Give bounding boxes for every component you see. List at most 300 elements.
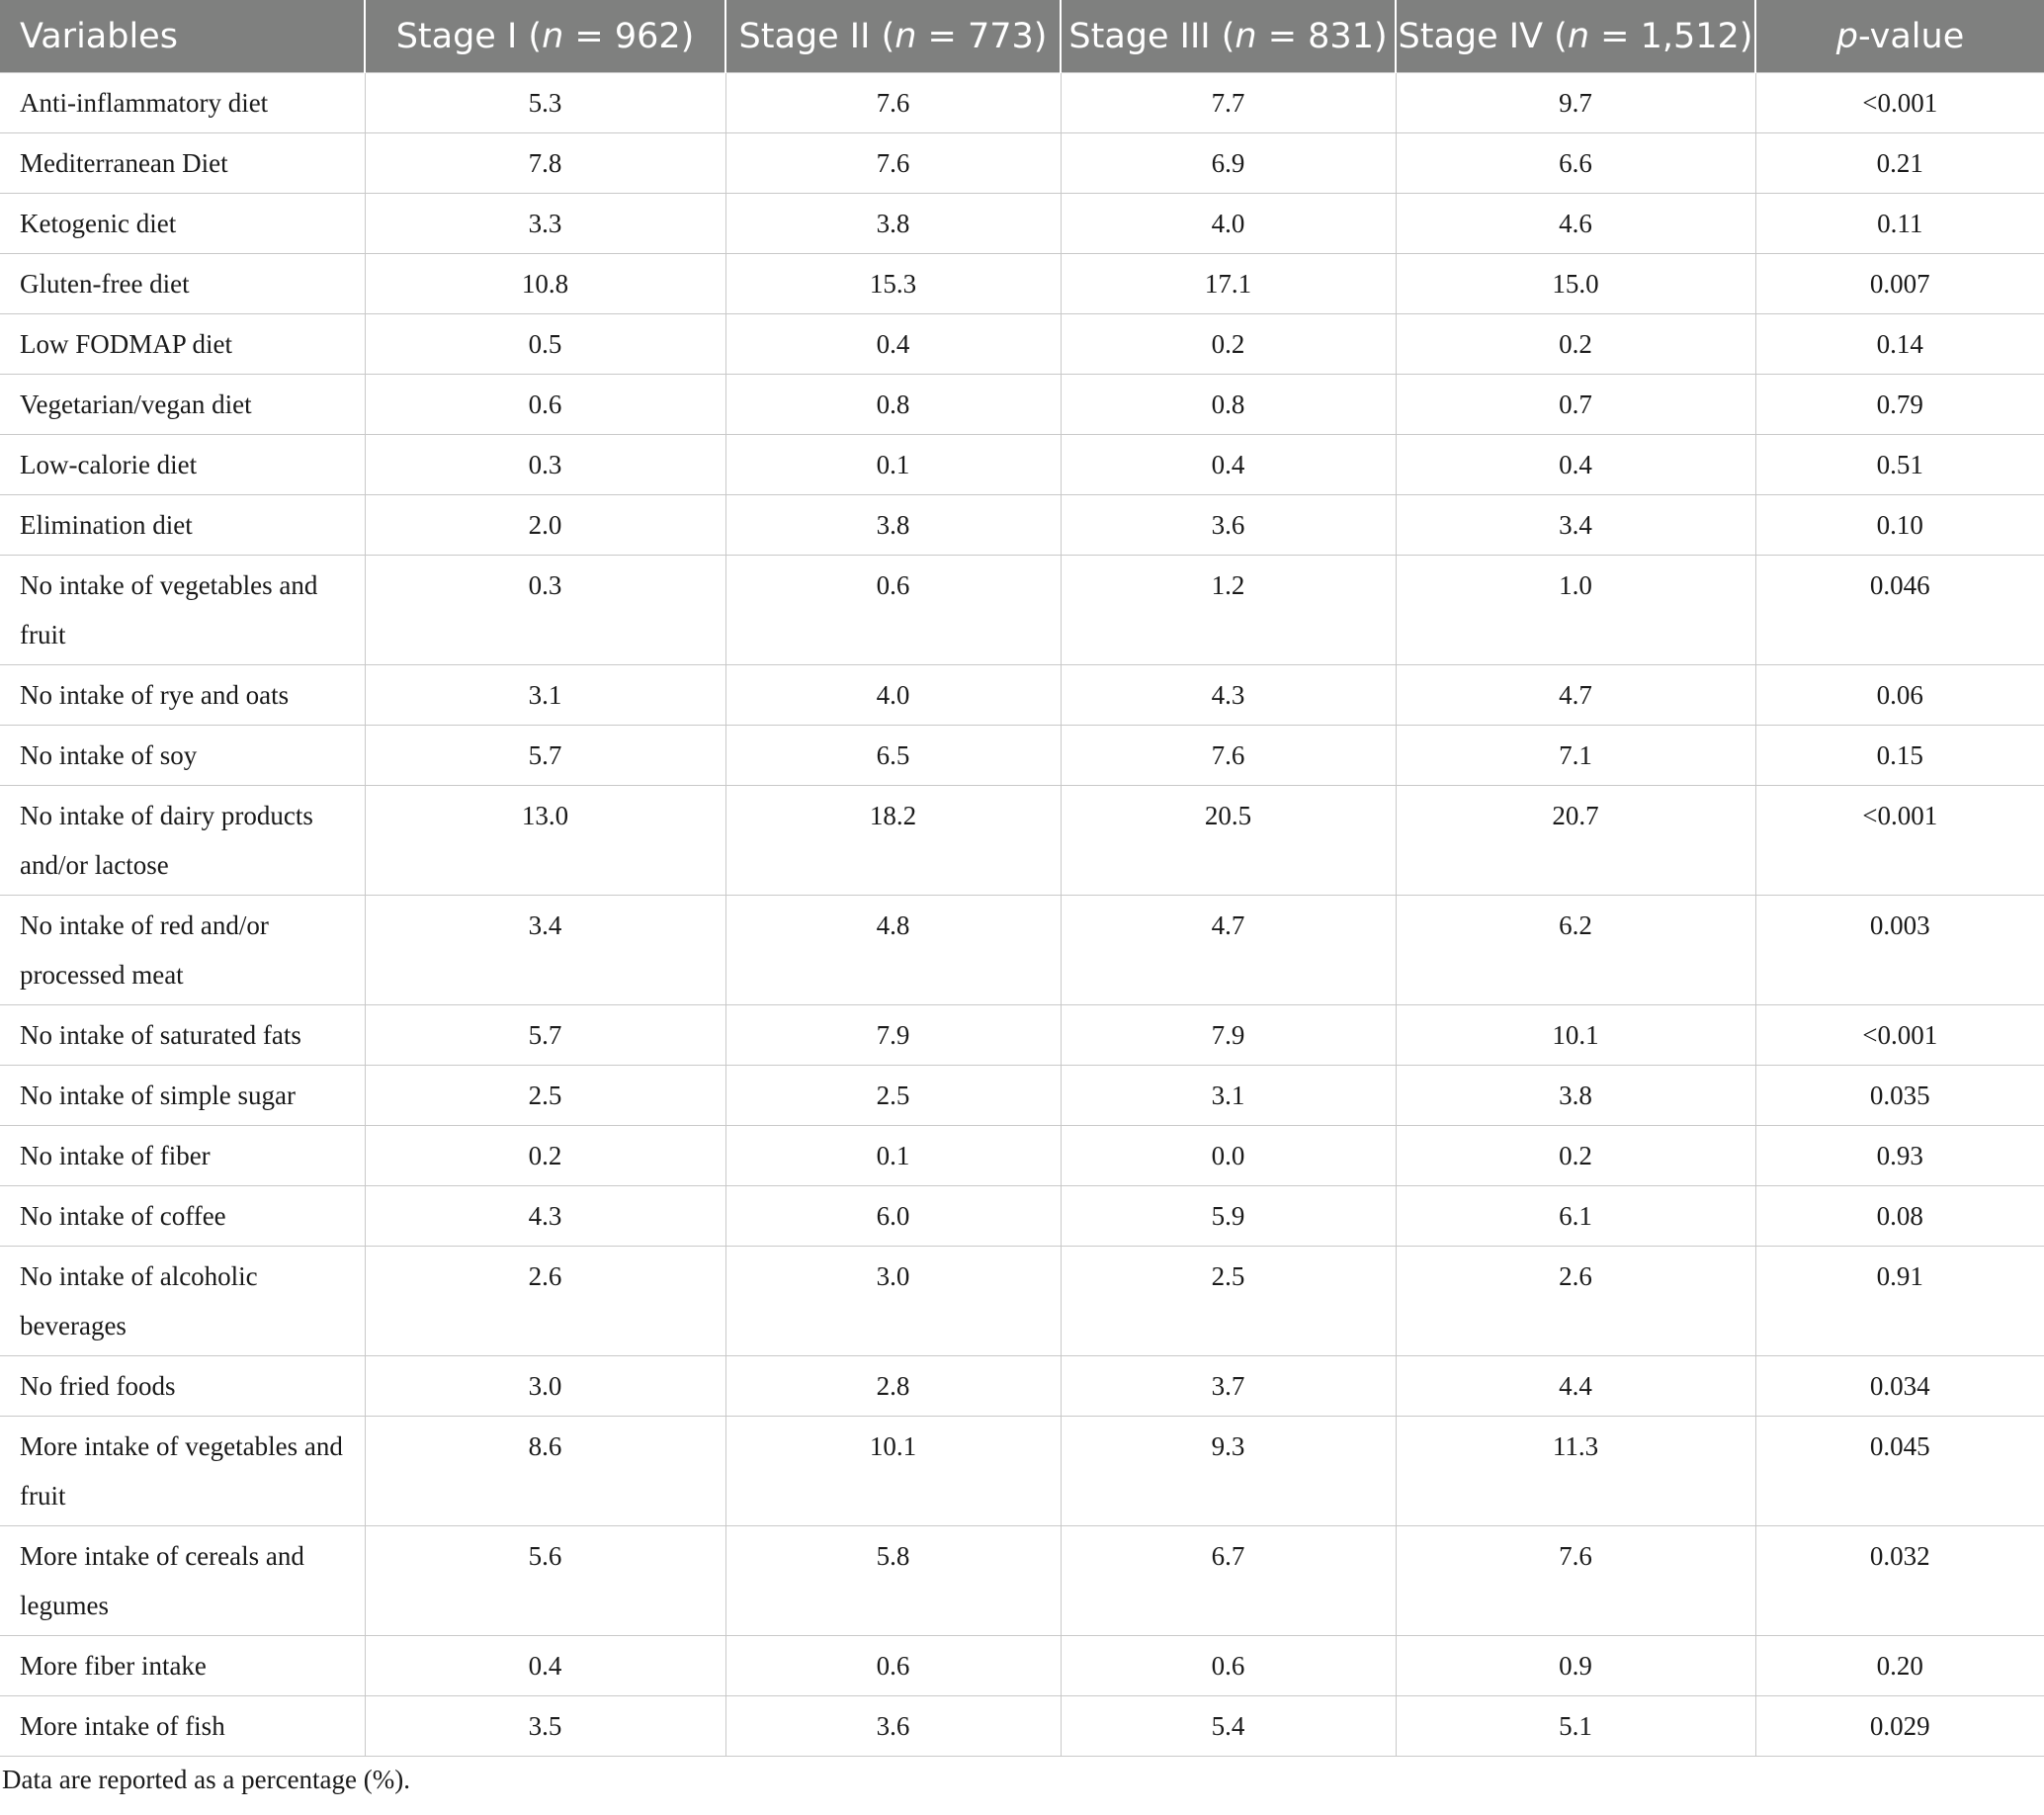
row-label-text: More intake of vegetables and fruit	[20, 1431, 343, 1511]
stage-3-value-cell	[1061, 435, 1396, 495]
stage-4-value: 9.7	[1559, 88, 1592, 118]
p-value-cell	[1755, 435, 2044, 495]
p-value-cell	[1755, 1005, 2044, 1066]
row-label-text: No intake of rye and oats	[20, 680, 290, 710]
stage-4-value: 4.7	[1559, 680, 1592, 710]
p-value-cell	[1755, 665, 2044, 726]
row-label	[0, 314, 365, 375]
stage-4-value-cell	[1396, 1417, 1755, 1526]
p-value-cell	[1755, 896, 2044, 1005]
stage-1-value-cell	[365, 1247, 725, 1356]
p-value: 0.93	[1876, 1141, 1923, 1170]
p-value-cell	[1755, 314, 2044, 375]
stage-2-value: 15.3	[869, 269, 917, 299]
table-row	[0, 665, 2044, 726]
stage-2-value: 3.8	[876, 510, 910, 540]
stage-3-value: 2.5	[1211, 1261, 1245, 1291]
stage-1-value: 2.5	[528, 1080, 562, 1110]
header-row	[0, 0, 2044, 73]
stage-3-value-cell	[1061, 133, 1396, 194]
stage-2-value-cell	[725, 1526, 1061, 1636]
stage-2-value: 0.6	[876, 570, 910, 600]
p-value: <0.001	[1862, 801, 1938, 830]
table-row	[0, 896, 2044, 1005]
stage-4-value-cell	[1396, 1126, 1755, 1186]
header-p-value: p-value	[1755, 0, 2044, 73]
stage-2-value: 7.9	[876, 1020, 910, 1050]
stage-2-value-cell	[725, 73, 1061, 133]
p-value-cell	[1755, 1417, 2044, 1526]
stage-3-value-cell	[1061, 1636, 1396, 1696]
row-label-text: Elimination diet	[20, 510, 193, 540]
p-value-cell	[1755, 254, 2044, 314]
stage-2-value-cell	[725, 1636, 1061, 1696]
stage-2-value-cell	[725, 133, 1061, 194]
stage-3-value-cell	[1061, 665, 1396, 726]
stage-3-value: 7.7	[1211, 88, 1245, 118]
p-value-cell	[1755, 1247, 2044, 1356]
stage-3-value-cell	[1061, 786, 1396, 896]
row-label-text: No intake of saturated fats	[20, 1020, 301, 1050]
p-value-cell	[1755, 1066, 2044, 1126]
stage-1-value-cell	[365, 726, 725, 786]
table-row	[0, 1526, 2044, 1636]
p-value: <0.001	[1862, 1020, 1938, 1050]
stage-2-value-cell	[725, 1066, 1061, 1126]
table-row	[0, 73, 2044, 133]
stage-3-value: 6.9	[1211, 148, 1245, 178]
stage-3-value-cell	[1061, 896, 1396, 1005]
stage-3-value: 1.2	[1211, 570, 1245, 600]
stage-2-value: 3.8	[876, 209, 910, 238]
stage-1-value: 3.0	[528, 1371, 562, 1401]
stage-3-value: 6.7	[1211, 1541, 1245, 1571]
stage-2-value: 0.6	[876, 1651, 910, 1681]
stage-3-value-cell	[1061, 1186, 1396, 1247]
row-label-text: No intake of coffee	[20, 1201, 226, 1231]
stage-4-value-cell	[1396, 254, 1755, 314]
stage-2-value: 0.1	[876, 1141, 910, 1170]
stage-3-value-cell	[1061, 1356, 1396, 1417]
table-row	[0, 133, 2044, 194]
stage-1-value: 5.3	[528, 88, 562, 118]
stage-4-value: 6.6	[1559, 148, 1592, 178]
stage-4-value: 3.4	[1559, 510, 1592, 540]
header-stage-2: Stage II (n = 773)	[725, 0, 1061, 73]
row-label-text: Anti-inflammatory diet	[20, 88, 269, 118]
row-label	[0, 1186, 365, 1247]
stage-3-value-cell	[1061, 1066, 1396, 1126]
row-label	[0, 1126, 365, 1186]
p-value-cell	[1755, 726, 2044, 786]
stage-3-value-cell	[1061, 73, 1396, 133]
stage-3-value: 17.1	[1204, 269, 1252, 299]
p-value: 0.029	[1869, 1711, 1930, 1741]
stage-4-value: 3.8	[1559, 1080, 1592, 1110]
table-row	[0, 375, 2044, 435]
stage-3-value: 7.6	[1211, 740, 1245, 770]
p-value-cell	[1755, 375, 2044, 435]
stage-1-value-cell	[365, 1636, 725, 1696]
p-value: 0.20	[1876, 1651, 1923, 1681]
stage-2-value: 2.8	[876, 1371, 910, 1401]
stage-2-value-cell	[725, 435, 1061, 495]
p-value-cell	[1755, 786, 2044, 896]
stage-4-value-cell	[1396, 786, 1755, 896]
row-label-text: Low FODMAP diet	[20, 329, 233, 359]
stage-4-value: 7.6	[1559, 1541, 1592, 1571]
p-value: 0.034	[1869, 1371, 1930, 1401]
stage-2-value: 6.0	[876, 1201, 910, 1231]
stage-2-value: 10.1	[869, 1431, 917, 1461]
stage-1-value: 3.3	[528, 209, 562, 238]
stage-2-value-cell	[725, 1126, 1061, 1186]
stage-3-value: 5.9	[1211, 1201, 1245, 1231]
row-label-text: No intake of alcoholic beverages	[20, 1261, 258, 1340]
stage-2-value-cell	[725, 194, 1061, 254]
stage-1-value: 7.8	[528, 148, 562, 178]
stage-4-value-cell	[1396, 896, 1755, 1005]
stage-3-value-cell	[1061, 1526, 1396, 1636]
stage-4-value: 5.1	[1559, 1711, 1592, 1741]
p-value-cell	[1755, 1126, 2044, 1186]
row-label-text: Ketogenic diet	[20, 209, 177, 238]
row-label	[0, 194, 365, 254]
stage-2-value-cell	[725, 1247, 1061, 1356]
stage-3-value: 5.4	[1211, 1711, 1245, 1741]
table-header	[0, 0, 2044, 73]
stage-2-value: 7.6	[876, 88, 910, 118]
stage-4-value: 10.1	[1552, 1020, 1599, 1050]
stage-1-value: 3.5	[528, 1711, 562, 1741]
stage-2-value: 6.5	[876, 740, 910, 770]
stage-1-value-cell	[365, 314, 725, 375]
row-label-text: More intake of fish	[20, 1711, 225, 1741]
stage-1-value-cell	[365, 556, 725, 665]
stage-4-value: 1.0	[1559, 570, 1592, 600]
row-label	[0, 1005, 365, 1066]
row-label	[0, 726, 365, 786]
stage-4-value-cell	[1396, 495, 1755, 556]
stage-3-value-cell	[1061, 1126, 1396, 1186]
stage-2-value: 2.5	[876, 1080, 910, 1110]
stage-1-value-cell	[365, 1417, 725, 1526]
stage-4-value-cell	[1396, 133, 1755, 194]
p-value: 0.046	[1869, 570, 1930, 600]
stage-4-value: 7.1	[1559, 740, 1592, 770]
stage-2-value-cell	[725, 556, 1061, 665]
row-label-text: Low-calorie diet	[20, 450, 198, 479]
stage-4-value-cell	[1396, 1186, 1755, 1247]
stage-3-value: 4.3	[1211, 680, 1245, 710]
stage-4-value-cell	[1396, 314, 1755, 375]
p-value: 0.51	[1876, 450, 1923, 479]
stage-4-value-cell	[1396, 1005, 1755, 1066]
stage-3-value-cell	[1061, 1417, 1396, 1526]
stage-3-value: 3.7	[1211, 1371, 1245, 1401]
row-label	[0, 1526, 365, 1636]
stage-2-value: 4.0	[876, 680, 910, 710]
row-label-text: Mediterranean Diet	[20, 148, 228, 178]
table-row	[0, 1696, 2044, 1757]
stage-1-value-cell	[365, 1186, 725, 1247]
stage-1-value: 2.0	[528, 510, 562, 540]
stage-1-value-cell	[365, 786, 725, 896]
stage-4-value-cell	[1396, 665, 1755, 726]
p-value: 0.06	[1876, 680, 1923, 710]
stage-4-value-cell	[1396, 435, 1755, 495]
row-label-text: No fried foods	[20, 1371, 176, 1401]
row-label	[0, 435, 365, 495]
stage-2-value: 0.4	[876, 329, 910, 359]
stage-4-value-cell	[1396, 1696, 1755, 1757]
row-label	[0, 1066, 365, 1126]
p-value-cell	[1755, 194, 2044, 254]
stage-1-value: 0.5	[528, 329, 562, 359]
stage-3-value-cell	[1061, 556, 1396, 665]
table-row	[0, 254, 2044, 314]
stage-1-value-cell	[365, 1356, 725, 1417]
stage-4-value-cell	[1396, 73, 1755, 133]
stage-3-value: 0.8	[1211, 389, 1245, 419]
p-value-cell	[1755, 73, 2044, 133]
stage-2-value: 18.2	[869, 801, 917, 830]
stage-4-value: 2.6	[1559, 1261, 1592, 1291]
stage-2-value-cell	[725, 375, 1061, 435]
row-label	[0, 1696, 365, 1757]
table-row	[0, 1126, 2044, 1186]
stage-2-value: 0.1	[876, 450, 910, 479]
stage-4-value-cell	[1396, 1066, 1755, 1126]
stage-4-value-cell	[1396, 194, 1755, 254]
stage-2-value: 5.8	[876, 1541, 910, 1571]
stage-2-value: 3.0	[876, 1261, 910, 1291]
p-value: 0.79	[1876, 389, 1923, 419]
p-value: 0.15	[1876, 740, 1923, 770]
table-row	[0, 1247, 2044, 1356]
row-label	[0, 1247, 365, 1356]
stage-1-value: 3.1	[528, 680, 562, 710]
stage-1-value: 0.6	[528, 389, 562, 419]
row-label	[0, 495, 365, 556]
stage-4-value: 0.9	[1559, 1651, 1592, 1681]
stage-4-value: 20.7	[1552, 801, 1599, 830]
stage-3-value: 0.4	[1211, 450, 1245, 479]
row-label-text: More fiber intake	[20, 1651, 207, 1681]
stage-3-value-cell	[1061, 314, 1396, 375]
stage-1-value: 5.7	[528, 1020, 562, 1050]
stage-3-value: 0.6	[1211, 1651, 1245, 1681]
p-value: 0.21	[1876, 148, 1923, 178]
table-row	[0, 556, 2044, 665]
row-label-text: No intake of dairy products and/or lactose	[20, 801, 313, 880]
row-label	[0, 133, 365, 194]
stage-1-value-cell	[365, 1126, 725, 1186]
stage-3-value-cell	[1061, 1247, 1396, 1356]
row-label-text: More intake of cereals and legumes	[20, 1541, 304, 1620]
stage-2-value-cell	[725, 254, 1061, 314]
stage-2-value-cell	[725, 726, 1061, 786]
row-label	[0, 1356, 365, 1417]
row-label-text: No intake of fiber	[20, 1141, 211, 1170]
stage-1-value-cell	[365, 495, 725, 556]
stage-1-value: 0.2	[528, 1141, 562, 1170]
stage-3-value: 9.3	[1211, 1431, 1245, 1461]
stage-1-value-cell	[365, 896, 725, 1005]
table-row	[0, 194, 2044, 254]
stage-4-value: 0.7	[1559, 389, 1592, 419]
stage-2-value: 3.6	[876, 1711, 910, 1741]
stage-2-value: 4.8	[876, 910, 910, 940]
stage-4-value: 4.4	[1559, 1371, 1592, 1401]
stage-2-value-cell	[725, 495, 1061, 556]
p-value-cell	[1755, 556, 2044, 665]
p-value: <0.001	[1862, 88, 1938, 118]
stage-4-value-cell	[1396, 1356, 1755, 1417]
table-row	[0, 435, 2044, 495]
table-row	[0, 1636, 2044, 1696]
stage-1-value: 5.6	[528, 1541, 562, 1571]
stage-3-value: 3.6	[1211, 510, 1245, 540]
row-label	[0, 665, 365, 726]
stage-1-value-cell	[365, 1696, 725, 1757]
stage-4-value: 4.6	[1559, 209, 1592, 238]
stage-1-value-cell	[365, 254, 725, 314]
stage-1-value-cell	[365, 1005, 725, 1066]
stage-1-value-cell	[365, 1066, 725, 1126]
stage-3-value: 4.0	[1211, 209, 1245, 238]
row-label-text: No intake of red and/or processed meat	[20, 910, 269, 990]
stage-3-value: 0.0	[1211, 1141, 1245, 1170]
table-footnote: Data are reported as a percentage (%).	[2, 1765, 410, 1794]
row-label	[0, 896, 365, 1005]
stage-3-value: 20.5	[1204, 801, 1252, 830]
stage-1-value-cell	[365, 375, 725, 435]
table-row	[0, 1005, 2044, 1066]
p-value: 0.035	[1869, 1080, 1930, 1110]
stage-2-value: 7.6	[876, 148, 910, 178]
p-value: 0.14	[1876, 329, 1923, 359]
stage-4-value-cell	[1396, 556, 1755, 665]
p-value: 0.11	[1877, 209, 1923, 238]
p-value: 0.045	[1869, 1431, 1930, 1461]
stage-2-value-cell	[725, 1005, 1061, 1066]
stage-3-value: 4.7	[1211, 910, 1245, 940]
stage-2-value-cell	[725, 1186, 1061, 1247]
stage-4-value: 0.2	[1559, 1141, 1592, 1170]
stage-3-value-cell	[1061, 1005, 1396, 1066]
table-row	[0, 726, 2044, 786]
stage-1-value-cell	[365, 194, 725, 254]
table-row	[0, 786, 2044, 896]
row-label	[0, 254, 365, 314]
stage-2-value-cell	[725, 896, 1061, 1005]
p-value: 0.032	[1869, 1541, 1930, 1571]
p-value-cell	[1755, 133, 2044, 194]
stage-4-value: 0.4	[1559, 450, 1592, 479]
p-value: 0.007	[1869, 269, 1930, 299]
row-label	[0, 1417, 365, 1526]
table-row	[0, 1066, 2044, 1126]
stage-3-value: 7.9	[1211, 1020, 1245, 1050]
header-stage-4: Stage IV (n = 1,512)	[1396, 0, 1755, 73]
stage-4-value-cell	[1396, 1526, 1755, 1636]
row-label	[0, 375, 365, 435]
row-label-text: No intake of simple sugar	[20, 1080, 296, 1110]
stage-3-value-cell	[1061, 495, 1396, 556]
stage-1-value: 3.4	[528, 910, 562, 940]
row-label-text: Gluten-free diet	[20, 269, 190, 299]
table-row	[0, 1356, 2044, 1417]
header-stage-1: Stage I (n = 962)	[365, 0, 725, 73]
stage-1-value-cell	[365, 73, 725, 133]
row-label	[0, 73, 365, 133]
p-value-cell	[1755, 1696, 2044, 1757]
p-value: 0.003	[1869, 910, 1930, 940]
p-value-cell	[1755, 1636, 2044, 1696]
stage-2-value-cell	[725, 665, 1061, 726]
stage-3-value-cell	[1061, 726, 1396, 786]
stage-3-value-cell	[1061, 1696, 1396, 1757]
table-row	[0, 1417, 2044, 1526]
stage-4-value: 6.2	[1559, 910, 1592, 940]
stage-3-value-cell	[1061, 375, 1396, 435]
p-value-cell	[1755, 1356, 2044, 1417]
stage-4-value-cell	[1396, 375, 1755, 435]
stage-1-value: 2.6	[528, 1261, 562, 1291]
stage-3-value: 0.2	[1211, 329, 1245, 359]
table-row	[0, 495, 2044, 556]
p-value-cell	[1755, 1526, 2044, 1636]
stage-1-value-cell	[365, 133, 725, 194]
stage-4-value: 15.0	[1552, 269, 1599, 299]
row-label	[0, 786, 365, 896]
row-label-text: No intake of soy	[20, 740, 198, 770]
row-label	[0, 556, 365, 665]
header-stage-3: Stage III (n = 831)	[1061, 0, 1396, 73]
stage-1-value: 0.4	[528, 1651, 562, 1681]
stage-1-value: 8.6	[528, 1431, 562, 1461]
p-value-cell	[1755, 1186, 2044, 1247]
stage-4-value: 6.1	[1559, 1201, 1592, 1231]
stage-2-value-cell	[725, 786, 1061, 896]
header-variables: Variables	[0, 0, 365, 73]
row-label-text: Vegetarian/vegan diet	[20, 389, 252, 419]
p-value: 0.91	[1876, 1261, 1923, 1291]
stage-4-value-cell	[1396, 1247, 1755, 1356]
stage-4-value: 0.2	[1559, 329, 1592, 359]
stage-4-value-cell	[1396, 1636, 1755, 1696]
p-value-cell	[1755, 495, 2044, 556]
stage-1-value-cell	[365, 1526, 725, 1636]
stage-1-value-cell	[365, 435, 725, 495]
stage-2-value-cell	[725, 1696, 1061, 1757]
stage-3-value-cell	[1061, 254, 1396, 314]
stage-1-value: 4.3	[528, 1201, 562, 1231]
stage-2-value-cell	[725, 314, 1061, 375]
stage-3-value-cell	[1061, 194, 1396, 254]
stage-1-value: 0.3	[528, 450, 562, 479]
row-label	[0, 1636, 365, 1696]
table-body	[0, 73, 2044, 1757]
table-row	[0, 1186, 2044, 1247]
stage-4-value-cell	[1396, 726, 1755, 786]
stage-2-value: 0.8	[876, 389, 910, 419]
table-row	[0, 314, 2044, 375]
p-value: 0.08	[1876, 1201, 1923, 1231]
stage-3-value: 3.1	[1211, 1080, 1245, 1110]
stage-1-value: 0.3	[528, 570, 562, 600]
